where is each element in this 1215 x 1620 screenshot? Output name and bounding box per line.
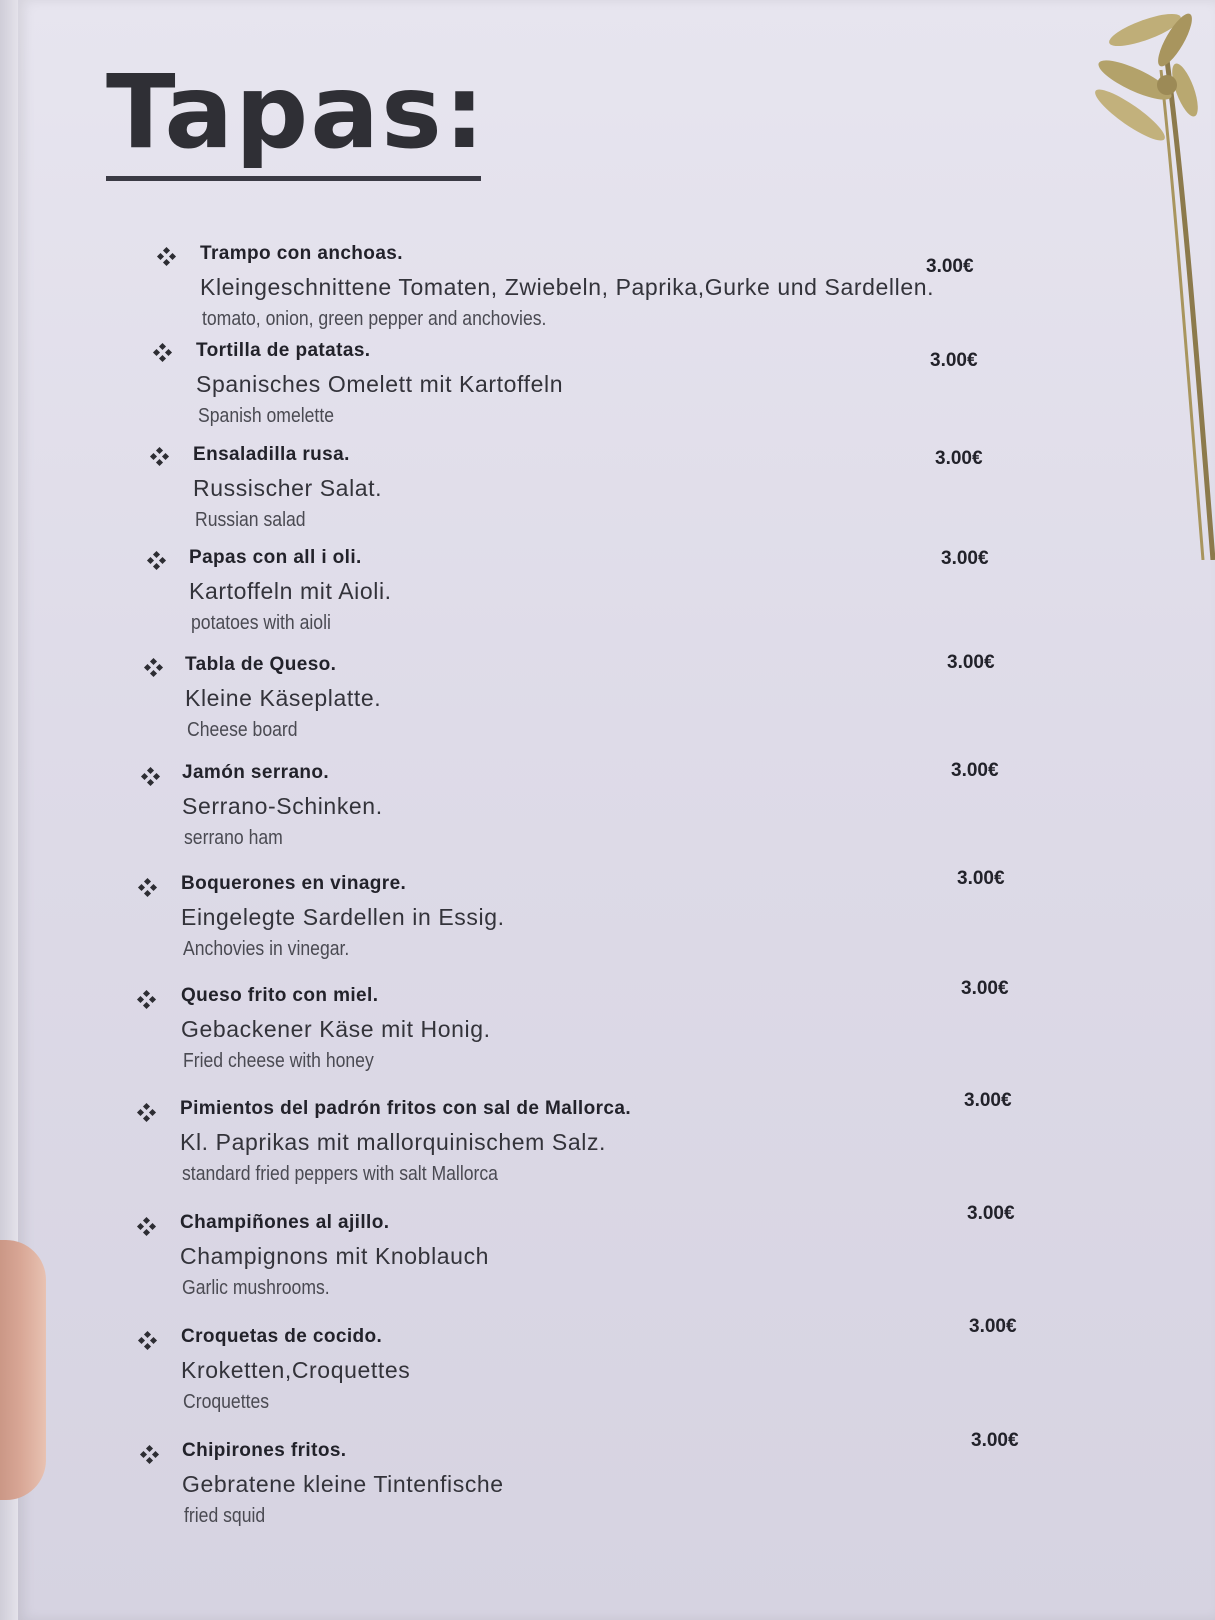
dish-description-english: fried squid	[184, 1505, 266, 1527]
dish-description-german: Kleingeschnittene Tomaten, Zwiebeln, Paprika,Gurke und Sardellen.	[200, 274, 935, 300]
dish-price: 3.00€	[971, 1430, 1019, 1451]
diamond-bullet-icon	[142, 768, 160, 786]
diamond-bullet-icon	[158, 248, 176, 266]
dish-name: Queso frito con miel.	[181, 985, 379, 1006]
dish-description-german: Serrano-Schinken.	[182, 793, 383, 819]
dish-price: 3.00€	[951, 760, 999, 781]
diamond-bullet-icon	[139, 1332, 157, 1350]
dish-description-german: Russischer Salat.	[193, 475, 383, 501]
dish-price: 3.00€	[947, 652, 995, 673]
dish-description-german: Spanisches Omelett mit Kartoffeln	[196, 371, 564, 397]
dish-price: 3.00€	[967, 1203, 1015, 1224]
dish-name: Tabla de Queso.	[185, 654, 337, 675]
dish-description-german: Gebackener Käse mit Honig.	[181, 1016, 491, 1042]
dish-description-german: Kroketten,Croquettes	[181, 1357, 411, 1383]
diamond-bullet-icon	[151, 448, 169, 466]
dish-description-english: Anchovies in vinegar.	[183, 938, 350, 960]
dish-description-english: serrano ham	[184, 827, 283, 849]
dish-description-english: potatoes with aioli	[191, 612, 331, 634]
diamond-bullet-icon	[138, 1218, 156, 1236]
dish-description-german: Gebratene kleine Tintenfische	[182, 1471, 504, 1497]
dish-price: 3.00€	[941, 548, 989, 569]
menu-page	[18, 0, 1215, 1620]
dish-description-german: Kartoffeln mit Aioli.	[189, 578, 392, 604]
dish-description-english: tomato, onion, green pepper and anchovies.	[202, 308, 547, 330]
dish-description-english: Fried cheese with honey	[183, 1050, 374, 1072]
dish-name: Boquerones en vinagre.	[181, 873, 407, 894]
dish-description-english: Spanish omelette	[198, 405, 335, 427]
dish-description-english: Cheese board	[187, 719, 298, 741]
dish-name: Trampo con anchoas.	[200, 243, 403, 264]
dish-price: 3.00€	[930, 350, 978, 371]
title-underline	[106, 176, 481, 181]
dish-description-german: Eingelegte Sardellen in Essig.	[181, 904, 505, 930]
dish-description-german: Champignons mit Knoblauch	[180, 1243, 490, 1269]
diamond-bullet-icon	[138, 1104, 156, 1122]
dish-description-english: Garlic mushrooms.	[182, 1277, 330, 1299]
dish-name: Tortilla de patatas.	[196, 340, 371, 361]
dish-price: 3.00€	[935, 448, 983, 469]
diamond-bullet-icon	[145, 659, 163, 677]
dish-description-english: Russian salad	[195, 509, 306, 531]
dried-plant-decoration	[1075, 0, 1215, 560]
dish-price: 3.00€	[961, 978, 1009, 999]
dish-name: Jamón serrano.	[182, 762, 330, 783]
dish-description-english: Croquettes	[183, 1391, 270, 1413]
dish-name: Chipirones fritos.	[182, 1440, 347, 1461]
diamond-bullet-icon	[139, 879, 157, 897]
page-title: Tapas:	[106, 53, 487, 172]
diamond-bullet-icon	[154, 344, 172, 362]
dish-price: 3.00€	[964, 1090, 1012, 1111]
dish-price: 3.00€	[969, 1316, 1017, 1337]
diamond-bullet-icon	[138, 991, 156, 1009]
dish-name: Champiñones al ajillo.	[180, 1212, 390, 1233]
dish-description-german: Kleine Käseplatte.	[185, 685, 382, 711]
dish-name: Ensaladilla rusa.	[193, 444, 350, 465]
diamond-bullet-icon	[148, 552, 166, 570]
dish-price: 3.00€	[926, 256, 974, 277]
dish-name: Croquetas de cocido.	[181, 1326, 383, 1347]
dish-description-english: standard fried peppers with salt Mallorca	[182, 1163, 498, 1185]
diamond-bullet-icon	[141, 1446, 159, 1464]
dish-name: Papas con all i oli.	[189, 547, 362, 568]
thumb	[0, 1240, 46, 1500]
dish-price: 3.00€	[957, 868, 1005, 889]
dish-name: Pimientos del padrón fritos con sal de Mallorca.	[180, 1098, 632, 1119]
dish-description-german: Kl. Paprikas mit mallorquinischem Salz.	[180, 1129, 607, 1155]
